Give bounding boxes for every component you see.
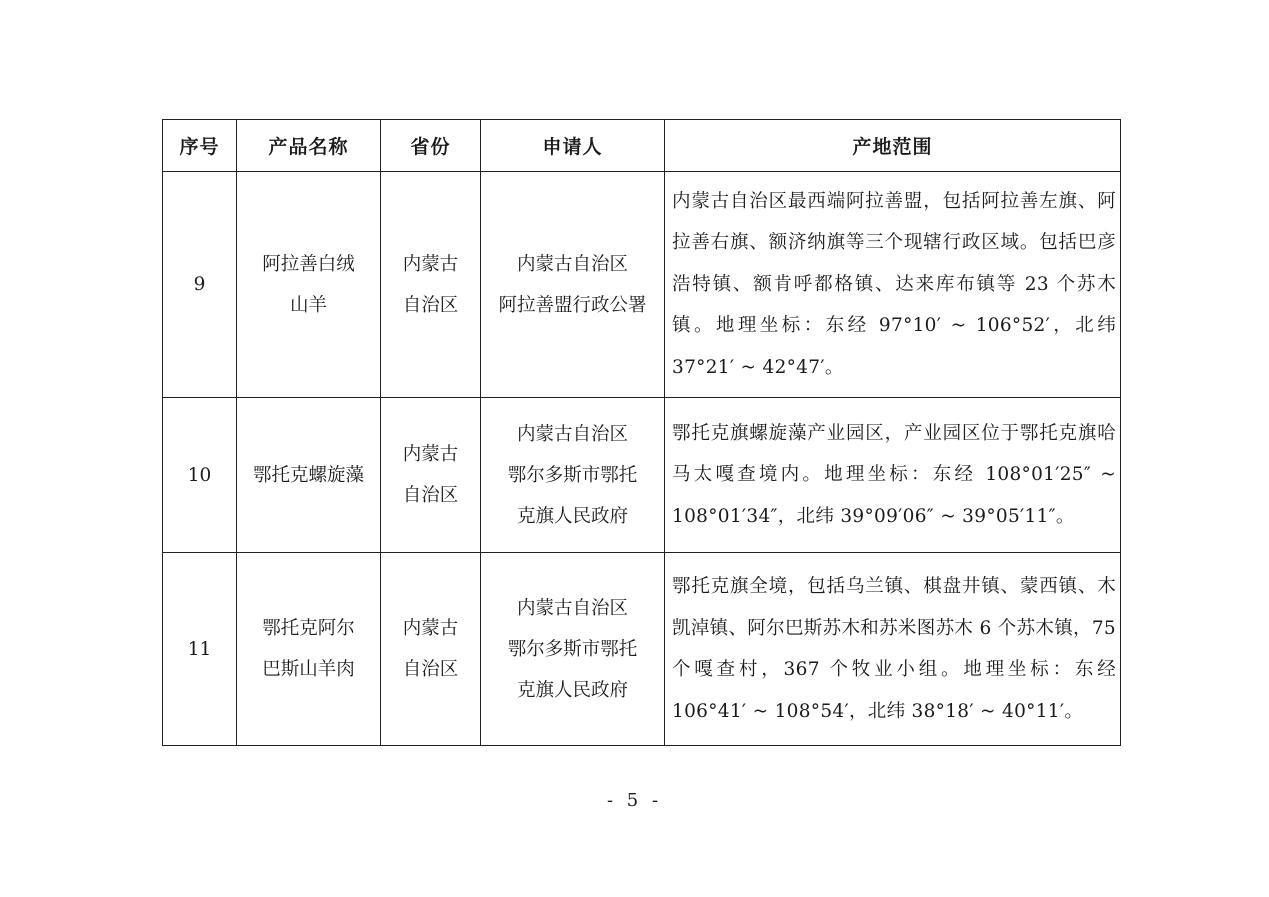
serial-number-cell: 10 xyxy=(163,398,237,553)
province-line: 自治区 xyxy=(402,485,459,506)
applicant-cell xyxy=(481,398,665,553)
page-number: - 5 - xyxy=(606,790,663,811)
table-row xyxy=(163,553,1121,746)
product-name-line: 巴斯山羊肉 xyxy=(262,659,355,680)
applicant-line: 内蒙古自治区 xyxy=(516,253,628,275)
applicant-line: 内蒙古自治区 xyxy=(516,597,628,619)
product-name-line: 鄂托克螺旋藻 xyxy=(252,464,364,486)
province-line: 内蒙古 xyxy=(402,253,459,275)
header-province: 省份 xyxy=(381,120,481,172)
province-cell xyxy=(381,172,481,398)
header-applicant: 申请人 xyxy=(481,120,665,172)
province-line: 自治区 xyxy=(402,659,459,680)
geographic-indication-table xyxy=(162,119,1121,746)
product-name-line: 鄂托克阿尔 xyxy=(262,618,355,639)
applicant-line: 鄂尔多斯市鄂托 xyxy=(507,464,638,486)
production-area-cell: 鄂托克旗螺旋藻产业园区，产业园区位于鄂托克旗哈马太嘎查境内。地理坐标：东经 108°01′25″ ~ 108°01′34″，北纬 39°09′06″ ~ 39°05′11″。 xyxy=(665,398,1121,553)
production-area-cell: 鄂托克旗全境，包括乌兰镇、棋盘井镇、蒙西镇、木凯淖镇、阿尔巴斯苏木和苏米图苏木 6 个苏木镇，75 个嘎查村，367 个牧业小组。地理坐标：东经 106°41′ ~ 108°54′，北纬 38°18′ ~ 40°11′。 xyxy=(665,553,1121,746)
applicant-cell xyxy=(481,553,665,746)
province-cell xyxy=(381,553,481,746)
province-line: 内蒙古 xyxy=(402,618,459,639)
serial-number-cell: 9 xyxy=(163,172,237,398)
header-product-name: 产品名称 xyxy=(237,120,381,172)
applicant-line: 克旗人民政府 xyxy=(516,679,628,701)
product-name-line: 山羊 xyxy=(289,294,327,316)
serial-number-cell: 11 xyxy=(163,553,237,746)
table-row xyxy=(163,398,1121,553)
production-area-cell: 内蒙古自治区最西端阿拉善盟，包括阿拉善左旗、阿拉善右旗、额济纳旗等三个现辖行政区域。包括巴彦浩特镇、额肯呼都格镇、达来库布镇等 23 个苏木镇。地理坐标：东经 97°10′ ~ 106°52′，北纬 37°21′ ~ 42°47′。 xyxy=(665,172,1121,398)
header-production-area: 产地范围 xyxy=(665,120,1121,172)
applicant-cell xyxy=(481,172,665,398)
product-name-cell xyxy=(237,553,381,746)
province-line: 自治区 xyxy=(402,294,459,316)
table-row xyxy=(163,172,1121,398)
applicant-line: 克旗人民政府 xyxy=(516,505,628,527)
product-name-line: 阿拉善白绒 xyxy=(262,253,355,275)
header-serial-number: 序号 xyxy=(163,120,237,172)
product-name-cell xyxy=(237,172,381,398)
applicant-line: 内蒙古自治区 xyxy=(516,423,628,445)
province-line: 内蒙古 xyxy=(402,444,459,465)
table-header-row xyxy=(163,120,1121,172)
product-name-cell xyxy=(237,398,381,553)
applicant-line: 阿拉善盟行政公署 xyxy=(498,294,647,316)
applicant-line: 鄂尔多斯市鄂托 xyxy=(507,638,638,660)
province-cell xyxy=(381,398,481,553)
